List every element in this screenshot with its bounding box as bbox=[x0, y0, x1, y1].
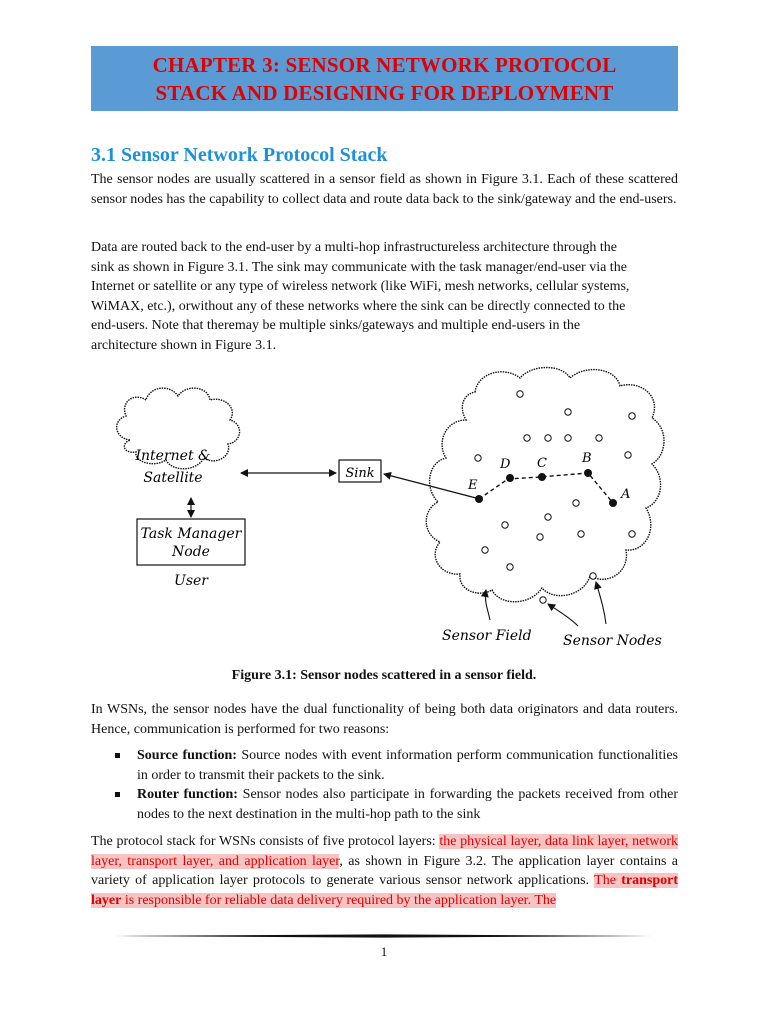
sensor-node bbox=[517, 391, 523, 397]
sensor-node bbox=[507, 564, 513, 570]
node-a-label: A bbox=[621, 487, 631, 502]
sensor-nodes-pointer-2 bbox=[596, 582, 606, 624]
sensor-node bbox=[578, 531, 584, 537]
paragraph-line: end-users. Note that theremay be multiple sinks/gateways and multiple end-users in the bbox=[91, 318, 581, 333]
chapter-banner bbox=[91, 46, 678, 111]
node-e-label: E bbox=[468, 478, 478, 493]
node-b-label: B bbox=[582, 451, 592, 466]
sensor-nodes-pointer-1 bbox=[548, 604, 578, 626]
sensor-node bbox=[590, 573, 596, 579]
bullet-term: Source function: bbox=[137, 748, 237, 763]
node-d bbox=[506, 474, 514, 482]
task-manager-label-line2: Node bbox=[172, 544, 210, 560]
paragraph-line: Data are routed back to the end-user by a multi-hop infrastructureless architecture through the bbox=[91, 240, 617, 255]
protocol-after: , as shown in Figure 3.2. The application layer contains a variety of application layer protocols to generate various sensor network applications. bbox=[91, 853, 678, 888]
sensor-node bbox=[573, 500, 579, 506]
node-b bbox=[584, 469, 592, 477]
sensor-node bbox=[482, 547, 488, 553]
transport-the: The bbox=[594, 873, 622, 888]
sensor-node bbox=[524, 435, 530, 441]
bullet-text: Sensor nodes also participate in forwarding the packets received from other nodes to the next destination in the multi-hop path to the sink bbox=[137, 787, 678, 822]
task-manager-label-line1: Task Manager bbox=[140, 526, 242, 542]
sink-label: Sink bbox=[345, 466, 375, 481]
sensor-network-figure bbox=[100, 362, 670, 658]
protocol-intro: The protocol stack for WSNs consists of five protocol layers: bbox=[91, 834, 440, 849]
paragraph-line: Internet or satellite or any type of wireless network (like WiFi, mesh networks, cellular systems, bbox=[91, 279, 630, 294]
sensor-nodes-label: Sensor Nodes bbox=[563, 633, 662, 649]
sensor-nodes-group bbox=[475, 391, 635, 603]
sensor-node bbox=[537, 534, 543, 540]
protocol-layers-highlight: the physical layer, data link layer, network layer, transport layer, and application layer bbox=[91, 834, 678, 869]
page-number: 1 bbox=[380, 944, 388, 959]
sensor-node bbox=[545, 514, 551, 520]
sensor-node bbox=[625, 452, 631, 458]
transport-layer-term: transport layer bbox=[91, 873, 679, 908]
sensor-node bbox=[629, 531, 635, 537]
section-heading: 3.1 Sensor Network Protocol Stack bbox=[91, 144, 388, 166]
e-sink-arrow bbox=[384, 474, 476, 498]
node-a bbox=[609, 499, 617, 507]
internet-label-line1: Internet & bbox=[135, 448, 211, 464]
bullet-square-icon bbox=[115, 792, 120, 797]
node-e bbox=[475, 495, 483, 503]
paragraph-protocol-stack bbox=[91, 832, 678, 910]
sensor-node bbox=[565, 435, 571, 441]
node-c-label: C bbox=[537, 456, 547, 471]
chapter-title-line1: CHAPTER 3: SENSOR NETWORK PROTOCOL bbox=[152, 53, 617, 77]
paragraph-routing bbox=[91, 238, 678, 355]
bullet-square-icon bbox=[115, 753, 120, 758]
sensor-field-pointer bbox=[485, 590, 490, 620]
sensor-node bbox=[629, 413, 635, 419]
sensor-node bbox=[540, 597, 546, 603]
paragraph-line: WiMAX, etc.), orwithout any of these networks where the sink can be directly connected to the bbox=[91, 298, 626, 314]
user-label: User bbox=[174, 573, 208, 589]
bullet-term: Router function: bbox=[137, 787, 238, 802]
paragraph-intro: The sensor nodes are usually scattered in a sensor field as shown in Figure 3.1. Each of these scattered sensor nodes has the capability to collect data and route data back to the sink/gateway and the end-users. bbox=[91, 172, 678, 207]
sensor-node bbox=[475, 455, 481, 461]
sensor-field-cloud bbox=[426, 368, 664, 602]
list-item bbox=[91, 746, 678, 785]
node-d-label: D bbox=[500, 457, 511, 472]
function-list bbox=[91, 746, 678, 824]
paragraph-line: sink as shown in Figure 3.1. The sink may communicate with the task manager/end-user via the bbox=[91, 259, 627, 275]
sensor-field-label: Sensor Field bbox=[442, 628, 532, 644]
internet-label-line2: Satellite bbox=[143, 470, 203, 486]
chapter-title-line2: STACK AND DESIGNING FOR DEPLOYMENT bbox=[155, 81, 614, 105]
sensor-node bbox=[596, 435, 602, 441]
sensor-node bbox=[502, 522, 508, 528]
multihop-path bbox=[479, 473, 613, 503]
paragraph-dual-function: In WSNs, the sensor nodes have the dual functionality of being both data originators and data routers. Hence, communication is performed for two reasons: bbox=[91, 702, 678, 737]
paragraph-line: architecture shown in Figure 3.1. bbox=[91, 337, 277, 353]
figure-caption: Figure 3.1: Sensor nodes scattered in a sensor field. bbox=[231, 668, 537, 683]
bullet-text: Source nodes with event information perform communication functionalities in order to transmit their packets to the sink. bbox=[137, 748, 678, 783]
node-c bbox=[538, 473, 546, 481]
sensor-node bbox=[565, 409, 571, 415]
footer-divider bbox=[116, 934, 652, 938]
transport-rest: is responsible for reliable data delivery required by the application layer. The bbox=[121, 892, 557, 908]
list-item bbox=[91, 785, 678, 824]
sensor-node bbox=[545, 435, 551, 441]
